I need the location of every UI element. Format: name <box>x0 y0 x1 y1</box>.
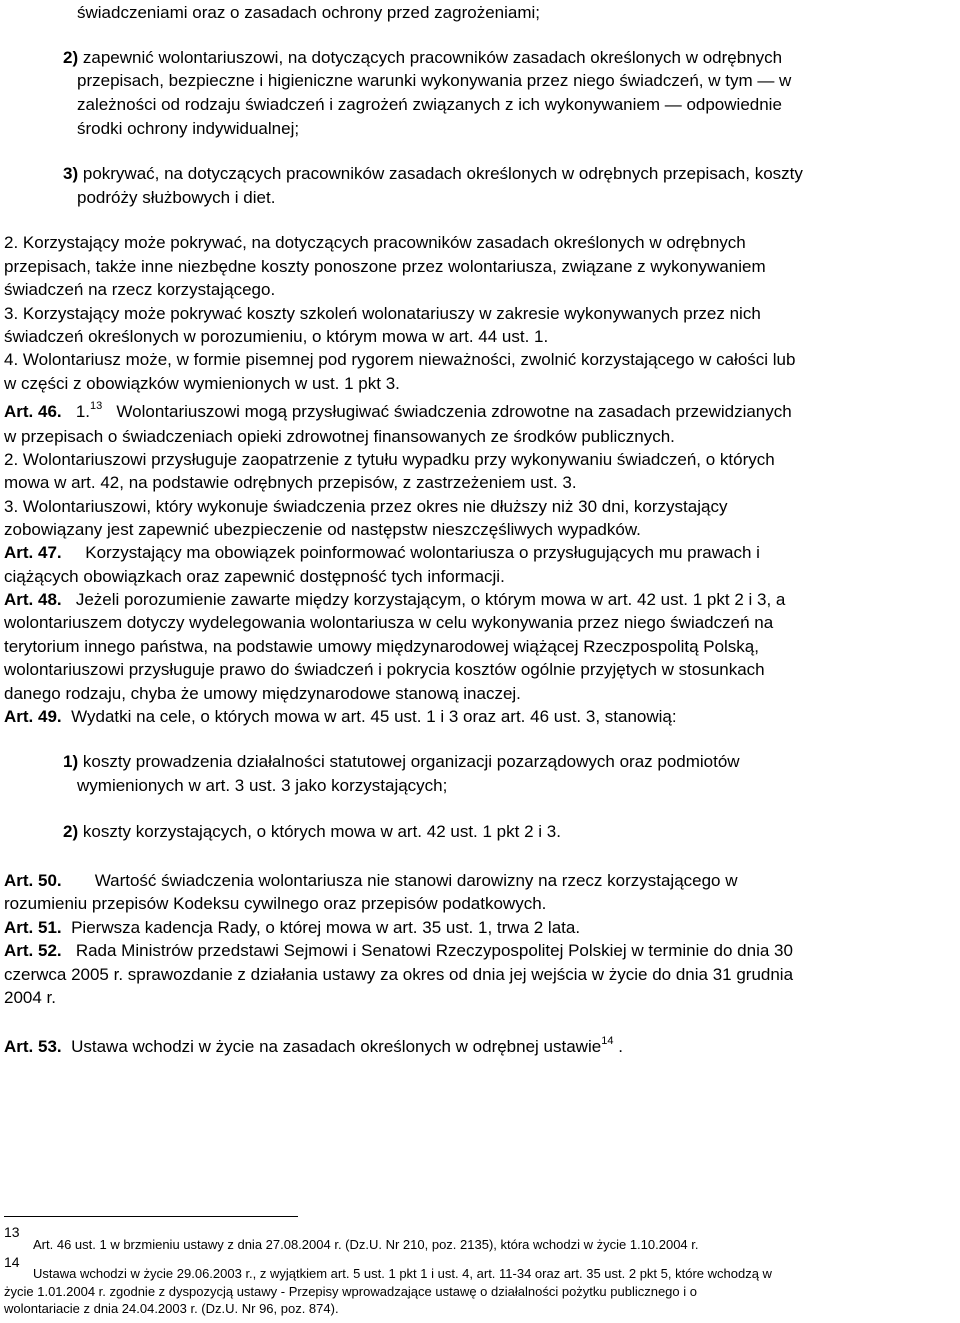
footnote-text: wolontariacie z dnia 24.04.2003 r. (Dz.U. Nr 96, poz. 874). <box>4 1301 339 1316</box>
sentence-end: . <box>618 1037 623 1056</box>
article-text: Wydatki na cele, o których mowa w art. 45 ust. 1 i 3 oraz art. 46 ust. 3, stanowią: <box>71 707 677 726</box>
text-line: przepisach, bezpieczne i higieniczne warunki wykonywania przez niego świadczeń, w tym — w <box>77 71 792 90</box>
text-line: świadczeniami oraz o zasadach ochrony przed zagrożeniami; <box>77 3 541 22</box>
article-line <box>4 590 785 610</box>
footnote-reference[interactable]: 14 <box>601 1035 614 1047</box>
text-line: przepisach, także inne niezbędne koszty ponoszone przez wolontariusza, związane z wykonywaniem <box>4 257 766 276</box>
list-item <box>63 752 740 772</box>
article-line <box>4 918 580 938</box>
text-line: wolontariuszem dotyczy wydelegowania wolontariusza w celu wykonywania przez niego świadczeń na <box>4 613 774 632</box>
article-text: Rada Ministrów przedstawi Sejmowi i Senatowi Rzeczypospolitej Polskiej w terminie do dnia 30 <box>75 941 793 960</box>
article-number: Art. 51. <box>4 918 62 937</box>
article-text: Jeżeli porozumienie zawarte między korzystającym, o którym mowa w art. 42 ust. 1 pkt 2 i 3, a <box>75 590 786 609</box>
list-number: 1) <box>63 752 79 771</box>
article-number: Art. 46. <box>4 402 62 421</box>
text-line: 2. Wolontariuszowi przysługuje zaopatrzenie z tytułu wypadku przy wykonywaniu świadczeń, o których <box>4 450 775 469</box>
list-number: 2) <box>63 48 79 67</box>
list-item <box>63 48 782 68</box>
footnote-marker: 13 <box>4 1224 20 1240</box>
text-line: rozumieniu przepisów Kodeksu cywilnego oraz przepisów podatkowych. <box>4 894 547 913</box>
text-line: w przepisach o świadczeniach opieki zdrowotnej finansowanych ze środków publicznych. <box>4 427 675 446</box>
text-line: zobowiązany jest zapewnić ubezpieczenie od następstw nieszczęśliwych wypadków. <box>4 520 641 539</box>
article-text: Pierwsza kadencja Rady, o której mowa w art. 35 ust. 1, trwa 2 lata. <box>71 918 581 937</box>
article-line <box>4 543 760 563</box>
article-line <box>4 871 738 891</box>
footnote-text: życie 1.01.2004 r. zgodnie z dyspozycją ustawy - Przepisy wprowadzające ustawę o działalności pożytku publicznego i o <box>4 1284 697 1299</box>
text-line: świadczeń na rzecz korzystającego. <box>4 280 276 299</box>
list-number: 2) <box>63 822 79 841</box>
footnote-separator <box>4 1216 298 1217</box>
article-number: Art. 52. <box>4 941 62 960</box>
text-line: zależności od rodzaju świadczeń i zagrożeń związanych z ich wykonywaniem — odpowiednie <box>77 95 782 114</box>
text-line: terytorium innego państwa, na podstawie umowy międzynarodowej wiążącej Rzeczpospolitą Polską, <box>4 637 759 656</box>
text-line: 4. Wolontariusz może, w formie pisemnej pod rygorem nieważności, zwolnić korzystającego w całości lub <box>4 350 796 369</box>
footnote-text: Art. 46 ust. 1 w brzmieniu ustawy z dnia 27.08.2004 r. (Dz.U. Nr 210, poz. 2135), która wchodzi w życie 1.10.2004 r. <box>33 1237 699 1252</box>
footnote-text: Ustawa wchodzi w życie 29.06.2003 r., z wyjątkiem art. 5 ust. 1 pkt 1 i ust. 4, art. 11-34 oraz art. 35 ust. 2 pkt 5, które wchodzą w <box>33 1266 772 1281</box>
text-line: w części z obowiązków wymienionych w ust. 1 pkt 3. <box>4 374 400 393</box>
text-line: 3. Wolontariuszowi, który wykonuje świadczenia przez okres nie dłuższy niż 30 dni, korzystający <box>4 497 728 516</box>
text-line: ciążących obowiązkach oraz zapewnić dostępność tych informacji. <box>4 567 505 586</box>
list-number: 3) <box>63 164 79 183</box>
list-text: zapewnić wolontariuszowi, na dotyczących pracowników zasadach określonych w odrębnych <box>82 48 783 67</box>
text-line: podróży służbowych i diet. <box>77 188 276 207</box>
list-item <box>63 822 561 842</box>
list-text: koszty prowadzenia działalności statutowej organizacji pozarządowych oraz podmiotów <box>82 752 740 771</box>
text-line: 3. Korzystający może pokrywać koszty szkoleń wolonatariuszy w zakresie wykonywanych przez nich <box>4 304 761 323</box>
article-text: Korzystający ma obowiązek poinformować wolontariusza o przysługujących mu prawach i <box>85 543 760 562</box>
article-text: Ustawa wchodzi w życie na zasadach określonych w odrębnej ustawie <box>71 1037 602 1056</box>
list-item <box>63 164 803 184</box>
article-number: Art. 47. <box>4 543 62 562</box>
paragraph-number: 1. <box>75 402 90 421</box>
article-line <box>4 707 677 727</box>
text-line: czerwca 2005 r. sprawozdanie z działania ustawy za okres od dnia jej wejścia w życie do dnia 31 grudnia <box>4 965 794 984</box>
article-line <box>4 1037 623 1059</box>
article-line <box>4 402 792 424</box>
text-line: wolontariuszowi przysługuje prawo do świadczeń i pokrycia kosztów ogólnie przyjętych w stosunkach <box>4 660 765 679</box>
text-line: środki ochrony indywidualnej; <box>77 119 300 138</box>
article-number: Art. 50. <box>4 871 62 890</box>
article-number: Art. 53. <box>4 1037 62 1056</box>
text-line: 2004 r. <box>4 988 56 1007</box>
text-line: danego rodzaju, chyba że umowy międzynarodowe stanową inaczej. <box>4 684 521 703</box>
article-text: Wolontariuszowi mogą przysługiwać świadczenia zdrowotne na zasadach przewidzianych <box>116 402 792 421</box>
footnote-reference[interactable]: 13 <box>90 400 103 412</box>
article-line <box>4 941 793 961</box>
text-line: świadczeń określonych w porozumieniu, o którym mowa w art. 44 ust. 1. <box>4 327 549 346</box>
footnote-marker: 14 <box>4 1254 20 1270</box>
list-text: koszty korzystających, o których mowa w art. 42 ust. 1 pkt 2 i 3. <box>82 822 561 841</box>
article-text: Wartość świadczenia wolontariusza nie stanowi darowizny na rzecz korzystającego w <box>94 871 738 890</box>
list-text: pokrywać, na dotyczących pracowników zasadach określonych w odrębnych przepisach, koszty <box>82 164 803 183</box>
article-number: Art. 48. <box>4 590 62 609</box>
text-line: mowa w art. 42, na podstawie odrębnych przepisów, z zastrzeżeniem ust. 3. <box>4 473 577 492</box>
article-number: Art. 49. <box>4 707 62 726</box>
text-line: 2. Korzystający może pokrywać, na dotyczących pracowników zasadach określonych w odrębnych <box>4 233 746 252</box>
text-line: wymienionych w art. 3 ust. 3 jako korzystających; <box>77 776 448 795</box>
